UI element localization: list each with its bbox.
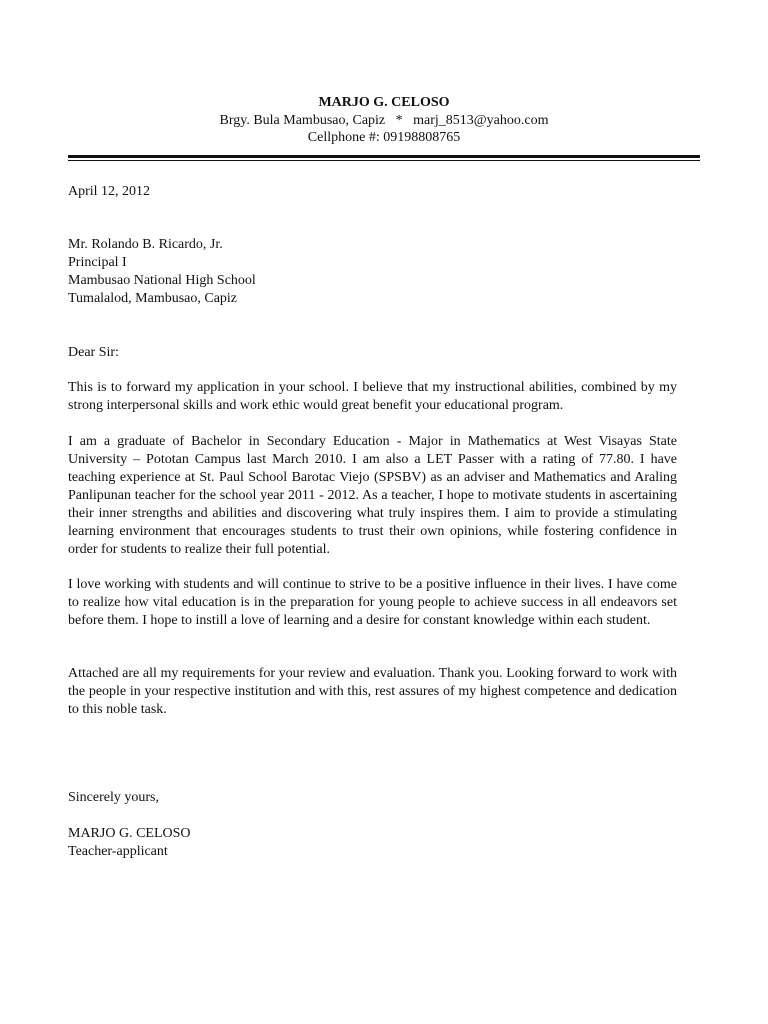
salutation: Dear Sir: <box>68 345 119 360</box>
paragraph-motivation: I love working with students and will continue to strive to be a positive influence in their lives. I have come to realize how vital education is in the preparation for young people to achieve success in all endeavors set before them. I hope to instill a love of learning and a desire for constant knowledge within each student. <box>68 577 677 628</box>
paragraph-closing: Attached are all my requirements for your review and evaluation. Thank you. Looking forward to work with the people in your respective institution and with this, rest assures of my highest competence and dedication to this noble task. <box>68 666 677 717</box>
signature-block <box>68 825 677 861</box>
letterhead-divider-thick <box>68 155 700 158</box>
recipient-name: Mr. Rolando B. Ricardo, Jr. <box>68 237 223 252</box>
paragraph-intro: This is to forward my application in your school. I believe that my instructional abilities, combined by my strong interpersonal skills and work ethic would great benefit your educational program. <box>68 380 677 413</box>
letterhead-divider-thin <box>68 160 700 161</box>
signature-name: MARJO G. CELOSO <box>68 826 191 841</box>
letterhead <box>68 94 700 147</box>
closing-phrase: Sincerely yours, <box>68 790 159 805</box>
paragraph-background: I am a graduate of Bachelor in Secondary Education - Major in Mathematics at West Visayas State University – Pototan Campus last March 2010. I am also a LET Passer with a rating of 77.80. I have teaching experience at St. Paul School Barotac Viejo (SPSBV) as an adviser and Mathematics and Araling Panlipunan teacher for the school year 2011 - 2012. As a teacher, I hope to motivate students in ascertaining their inner strengths and abilities and discovering what truly inspires them. I aim to provide a stimulating learning environment that encourages students to trust their own opinions, while fostering confidence in order for students to realize their full potential. <box>68 434 677 557</box>
recipient-title: Principal I <box>68 255 127 270</box>
recipient-school: Mambusao National High School <box>68 273 256 288</box>
recipient-address: Tumalalod, Mambusao, Capiz <box>68 291 238 306</box>
signature-title: Teacher-applicant <box>68 844 168 859</box>
sender-address-email: Brgy. Bula Mambusao, Capiz * marj_8513@yahoo.com <box>219 112 549 128</box>
recipient-block <box>68 236 677 308</box>
sender-name: MARJO G. CELOSO <box>318 95 450 110</box>
sender-phone: Cellphone #: 09198808765 <box>307 130 461 145</box>
letter-date: April 12, 2012 <box>68 184 151 199</box>
